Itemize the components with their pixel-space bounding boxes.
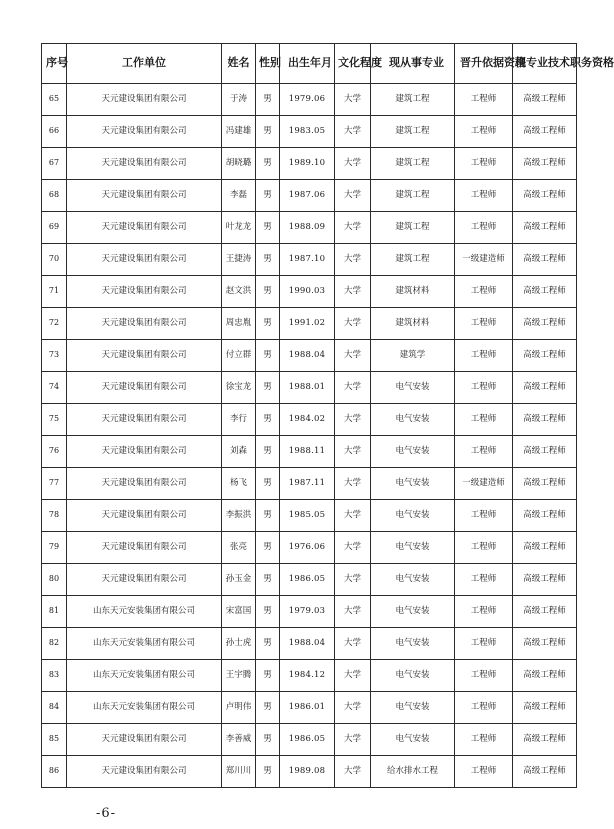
cell-qualification: 高级工程师 bbox=[513, 660, 577, 692]
cell-person-name: 杨飞 bbox=[222, 468, 256, 500]
cell-education: 大学 bbox=[335, 756, 371, 788]
table-row bbox=[42, 212, 577, 244]
cell-education: 大学 bbox=[335, 436, 371, 468]
cell-qualification: 高级工程师 bbox=[513, 244, 577, 276]
cell-person-name: 郑川川 bbox=[222, 756, 256, 788]
cell-education: 大学 bbox=[335, 212, 371, 244]
cell-major: 建筑工程 bbox=[371, 116, 455, 148]
cell-person-name: 李振洪 bbox=[222, 500, 256, 532]
cell-person-name: 王宇腾 bbox=[222, 660, 256, 692]
cell-gender: 男 bbox=[256, 500, 280, 532]
cell-education: 大学 bbox=[335, 596, 371, 628]
cell-person-name: 李善威 bbox=[222, 724, 256, 756]
cell-qualification: 高级工程师 bbox=[513, 340, 577, 372]
cell-promotion-basis: 工程师 bbox=[455, 500, 513, 532]
header-major: 现从事专业 bbox=[371, 44, 455, 84]
cell-person-name: 李磊 bbox=[222, 180, 256, 212]
cell-serial-number: 73 bbox=[42, 340, 67, 372]
table-row bbox=[42, 340, 577, 372]
header-name: 姓名 bbox=[222, 44, 256, 84]
cell-promotion-basis: 工程师 bbox=[455, 212, 513, 244]
cell-serial-number: 77 bbox=[42, 468, 67, 500]
cell-work-unit: 天元建设集团有限公司 bbox=[67, 84, 222, 116]
cell-education: 大学 bbox=[335, 500, 371, 532]
cell-qualification: 高级工程师 bbox=[513, 84, 577, 116]
cell-promotion-basis: 工程师 bbox=[455, 372, 513, 404]
cell-qualification: 高级工程师 bbox=[513, 116, 577, 148]
cell-work-unit: 山东天元安装集团有限公司 bbox=[67, 628, 222, 660]
cell-work-unit: 天元建设集团有限公司 bbox=[67, 308, 222, 340]
cell-promotion-basis: 工程师 bbox=[455, 564, 513, 596]
cell-education: 大学 bbox=[335, 340, 371, 372]
cell-gender: 男 bbox=[256, 84, 280, 116]
cell-gender: 男 bbox=[256, 276, 280, 308]
cell-person-name: 徐宝龙 bbox=[222, 372, 256, 404]
cell-work-unit: 天元建设集团有限公司 bbox=[67, 436, 222, 468]
cell-major: 建筑工程 bbox=[371, 84, 455, 116]
cell-promotion-basis: 工程师 bbox=[455, 628, 513, 660]
cell-serial-number: 80 bbox=[42, 564, 67, 596]
cell-promotion-basis: 工程师 bbox=[455, 596, 513, 628]
cell-major: 建筑材料 bbox=[371, 276, 455, 308]
cell-person-name: 冯建雄 bbox=[222, 116, 256, 148]
cell-gender: 男 bbox=[256, 660, 280, 692]
cell-serial-number: 84 bbox=[42, 692, 67, 724]
cell-qualification: 高级工程师 bbox=[513, 692, 577, 724]
table-row bbox=[42, 692, 577, 724]
cell-gender: 男 bbox=[256, 468, 280, 500]
cell-serial-number: 70 bbox=[42, 244, 67, 276]
table-row bbox=[42, 756, 577, 788]
cell-promotion-basis: 工程师 bbox=[455, 724, 513, 756]
cell-major: 电气安装 bbox=[371, 692, 455, 724]
cell-promotion-basis: 工程师 bbox=[455, 532, 513, 564]
cell-promotion-basis: 一级建造师 bbox=[455, 468, 513, 500]
cell-major: 建筑材料 bbox=[371, 308, 455, 340]
cell-promotion-basis: 工程师 bbox=[455, 116, 513, 148]
table-row bbox=[42, 148, 577, 180]
cell-person-name: 孙玉金 bbox=[222, 564, 256, 596]
cell-gender: 男 bbox=[256, 116, 280, 148]
header-qual: 现专业技术职务资格 bbox=[513, 44, 577, 84]
cell-major: 给水排水工程 bbox=[371, 756, 455, 788]
cell-birth-date: 1983.05 bbox=[280, 116, 335, 148]
cell-person-name: 张亮 bbox=[222, 532, 256, 564]
cell-serial-number: 86 bbox=[42, 756, 67, 788]
cell-work-unit: 天元建设集团有限公司 bbox=[67, 468, 222, 500]
cell-qualification: 高级工程师 bbox=[513, 148, 577, 180]
table-row bbox=[42, 372, 577, 404]
cell-major: 电气安装 bbox=[371, 660, 455, 692]
cell-major: 电气安装 bbox=[371, 404, 455, 436]
cell-promotion-basis: 工程师 bbox=[455, 308, 513, 340]
cell-birth-date: 1989.08 bbox=[280, 756, 335, 788]
table-row bbox=[42, 244, 577, 276]
cell-gender: 男 bbox=[256, 404, 280, 436]
cell-work-unit: 山东天元安装集团有限公司 bbox=[67, 692, 222, 724]
cell-person-name: 宋富国 bbox=[222, 596, 256, 628]
cell-birth-date: 1986.05 bbox=[280, 564, 335, 596]
cell-qualification: 高级工程师 bbox=[513, 404, 577, 436]
cell-serial-number: 82 bbox=[42, 628, 67, 660]
cell-birth-date: 1990.03 bbox=[280, 276, 335, 308]
cell-gender: 男 bbox=[256, 340, 280, 372]
cell-education: 大学 bbox=[335, 468, 371, 500]
cell-gender: 男 bbox=[256, 532, 280, 564]
cell-qualification: 高级工程师 bbox=[513, 372, 577, 404]
cell-work-unit: 山东天元安装集团有限公司 bbox=[67, 660, 222, 692]
cell-promotion-basis: 工程师 bbox=[455, 692, 513, 724]
cell-work-unit: 天元建设集团有限公司 bbox=[67, 532, 222, 564]
cell-qualification: 高级工程师 bbox=[513, 724, 577, 756]
table-row bbox=[42, 436, 577, 468]
cell-serial-number: 71 bbox=[42, 276, 67, 308]
cell-person-name: 王捷涛 bbox=[222, 244, 256, 276]
cell-qualification: 高级工程师 bbox=[513, 756, 577, 788]
cell-promotion-basis: 工程师 bbox=[455, 180, 513, 212]
table-row bbox=[42, 500, 577, 532]
cell-person-name: 胡晓璐 bbox=[222, 148, 256, 180]
header-gender: 性别 bbox=[256, 44, 280, 84]
cell-promotion-basis: 工程师 bbox=[455, 756, 513, 788]
table-row bbox=[42, 596, 577, 628]
cell-gender: 男 bbox=[256, 244, 280, 276]
table-header-row bbox=[42, 44, 577, 84]
cell-major: 电气安装 bbox=[371, 468, 455, 500]
cell-gender: 男 bbox=[256, 564, 280, 596]
cell-education: 大学 bbox=[335, 660, 371, 692]
cell-work-unit: 天元建设集团有限公司 bbox=[67, 276, 222, 308]
cell-promotion-basis: 工程师 bbox=[455, 148, 513, 180]
cell-work-unit: 天元建设集团有限公司 bbox=[67, 724, 222, 756]
cell-serial-number: 66 bbox=[42, 116, 67, 148]
cell-serial-number: 79 bbox=[42, 532, 67, 564]
cell-gender: 男 bbox=[256, 724, 280, 756]
table-body bbox=[42, 84, 577, 788]
cell-work-unit: 天元建设集团有限公司 bbox=[67, 180, 222, 212]
cell-education: 大学 bbox=[335, 180, 371, 212]
table-row bbox=[42, 724, 577, 756]
cell-gender: 男 bbox=[256, 372, 280, 404]
cell-serial-number: 68 bbox=[42, 180, 67, 212]
cell-birth-date: 1979.06 bbox=[280, 84, 335, 116]
cell-qualification: 高级工程师 bbox=[513, 180, 577, 212]
cell-work-unit: 天元建设集团有限公司 bbox=[67, 244, 222, 276]
cell-qualification: 高级工程师 bbox=[513, 308, 577, 340]
cell-gender: 男 bbox=[256, 692, 280, 724]
cell-gender: 男 bbox=[256, 308, 280, 340]
cell-qualification: 高级工程师 bbox=[513, 500, 577, 532]
cell-work-unit: 天元建设集团有限公司 bbox=[67, 212, 222, 244]
cell-birth-date: 1988.04 bbox=[280, 340, 335, 372]
cell-education: 大学 bbox=[335, 116, 371, 148]
cell-serial-number: 85 bbox=[42, 724, 67, 756]
header-edu: 文化程度 bbox=[335, 44, 371, 84]
cell-person-name: 于涛 bbox=[222, 84, 256, 116]
cell-education: 大学 bbox=[335, 404, 371, 436]
cell-qualification: 高级工程师 bbox=[513, 212, 577, 244]
cell-work-unit: 天元建设集团有限公司 bbox=[67, 756, 222, 788]
cell-serial-number: 83 bbox=[42, 660, 67, 692]
cell-major: 电气安装 bbox=[371, 532, 455, 564]
cell-person-name: 孙士虎 bbox=[222, 628, 256, 660]
cell-birth-date: 1989.10 bbox=[280, 148, 335, 180]
cell-major: 建筑工程 bbox=[371, 212, 455, 244]
cell-gender: 男 bbox=[256, 436, 280, 468]
cell-gender: 男 bbox=[256, 180, 280, 212]
cell-major: 电气安装 bbox=[371, 724, 455, 756]
page-number: -6- bbox=[96, 806, 117, 821]
cell-birth-date: 1984.12 bbox=[280, 660, 335, 692]
cell-work-unit: 天元建设集团有限公司 bbox=[67, 372, 222, 404]
cell-major: 电气安装 bbox=[371, 564, 455, 596]
cell-promotion-basis: 工程师 bbox=[455, 404, 513, 436]
cell-serial-number: 74 bbox=[42, 372, 67, 404]
cell-gender: 男 bbox=[256, 212, 280, 244]
cell-qualification: 高级工程师 bbox=[513, 436, 577, 468]
cell-birth-date: 1991.02 bbox=[280, 308, 335, 340]
cell-promotion-basis: 工程师 bbox=[455, 84, 513, 116]
cell-education: 大学 bbox=[335, 724, 371, 756]
cell-serial-number: 67 bbox=[42, 148, 67, 180]
cell-person-name: 赵文洪 bbox=[222, 276, 256, 308]
cell-work-unit: 天元建设集团有限公司 bbox=[67, 340, 222, 372]
cell-education: 大学 bbox=[335, 564, 371, 596]
cell-major: 电气安装 bbox=[371, 628, 455, 660]
cell-qualification: 高级工程师 bbox=[513, 564, 577, 596]
cell-major: 建筑学 bbox=[371, 340, 455, 372]
cell-birth-date: 1976.06 bbox=[280, 532, 335, 564]
cell-qualification: 高级工程师 bbox=[513, 628, 577, 660]
cell-qualification: 高级工程师 bbox=[513, 532, 577, 564]
cell-serial-number: 75 bbox=[42, 404, 67, 436]
cell-work-unit: 天元建设集团有限公司 bbox=[67, 148, 222, 180]
personnel-table bbox=[41, 43, 614, 788]
header-basis: 晋升依据资格 bbox=[455, 44, 513, 84]
cell-person-name: 叶龙龙 bbox=[222, 212, 256, 244]
cell-work-unit: 山东天元安装集团有限公司 bbox=[67, 596, 222, 628]
cell-person-name: 李行 bbox=[222, 404, 256, 436]
cell-birth-date: 1988.01 bbox=[280, 372, 335, 404]
cell-gender: 男 bbox=[256, 596, 280, 628]
cell-gender: 男 bbox=[256, 628, 280, 660]
cell-qualification: 高级工程师 bbox=[513, 468, 577, 500]
cell-promotion-basis: 一级建造师 bbox=[455, 244, 513, 276]
cell-birth-date: 1987.11 bbox=[280, 468, 335, 500]
cell-serial-number: 78 bbox=[42, 500, 67, 532]
cell-promotion-basis: 工程师 bbox=[455, 276, 513, 308]
cell-major: 电气安装 bbox=[371, 436, 455, 468]
cell-promotion-basis: 工程师 bbox=[455, 436, 513, 468]
cell-birth-date: 1987.10 bbox=[280, 244, 335, 276]
cell-education: 大学 bbox=[335, 244, 371, 276]
table-row bbox=[42, 180, 577, 212]
cell-qualification: 高级工程师 bbox=[513, 596, 577, 628]
cell-work-unit: 天元建设集团有限公司 bbox=[67, 500, 222, 532]
cell-birth-date: 1985.05 bbox=[280, 500, 335, 532]
table-row bbox=[42, 116, 577, 148]
cell-education: 大学 bbox=[335, 84, 371, 116]
table-row bbox=[42, 564, 577, 596]
cell-qualification: 高级工程师 bbox=[513, 276, 577, 308]
header-no: 序号 bbox=[42, 44, 67, 84]
table-row bbox=[42, 276, 577, 308]
cell-work-unit: 天元建设集团有限公司 bbox=[67, 116, 222, 148]
cell-birth-date: 1986.01 bbox=[280, 692, 335, 724]
cell-work-unit: 天元建设集团有限公司 bbox=[67, 564, 222, 596]
cell-person-name: 卢明伟 bbox=[222, 692, 256, 724]
cell-work-unit: 天元建设集团有限公司 bbox=[67, 404, 222, 436]
cell-serial-number: 76 bbox=[42, 436, 67, 468]
cell-serial-number: 65 bbox=[42, 84, 67, 116]
cell-birth-date: 1987.06 bbox=[280, 180, 335, 212]
cell-birth-date: 1979.03 bbox=[280, 596, 335, 628]
cell-promotion-basis: 工程师 bbox=[455, 660, 513, 692]
cell-major: 建筑工程 bbox=[371, 148, 455, 180]
cell-gender: 男 bbox=[256, 148, 280, 180]
cell-education: 大学 bbox=[335, 692, 371, 724]
cell-serial-number: 69 bbox=[42, 212, 67, 244]
cell-promotion-basis: 工程师 bbox=[455, 340, 513, 372]
cell-gender: 男 bbox=[256, 756, 280, 788]
cell-education: 大学 bbox=[335, 628, 371, 660]
cell-major: 电气安装 bbox=[371, 372, 455, 404]
cell-serial-number: 81 bbox=[42, 596, 67, 628]
table-row bbox=[42, 468, 577, 500]
cell-education: 大学 bbox=[335, 308, 371, 340]
cell-birth-date: 1988.04 bbox=[280, 628, 335, 660]
table-row bbox=[42, 308, 577, 340]
cell-major: 建筑工程 bbox=[371, 180, 455, 212]
cell-major: 电气安装 bbox=[371, 500, 455, 532]
cell-birth-date: 1988.09 bbox=[280, 212, 335, 244]
table-row bbox=[42, 404, 577, 436]
cell-person-name: 周忠胤 bbox=[222, 308, 256, 340]
table-row bbox=[42, 628, 577, 660]
cell-education: 大学 bbox=[335, 276, 371, 308]
cell-birth-date: 1988.11 bbox=[280, 436, 335, 468]
cell-major: 建筑工程 bbox=[371, 244, 455, 276]
header-unit: 工作单位 bbox=[67, 44, 222, 84]
cell-birth-date: 1984.02 bbox=[280, 404, 335, 436]
table-row bbox=[42, 660, 577, 692]
cell-major: 电气安装 bbox=[371, 596, 455, 628]
table-row bbox=[42, 84, 577, 116]
cell-education: 大学 bbox=[335, 148, 371, 180]
cell-education: 大学 bbox=[335, 532, 371, 564]
cell-birth-date: 1986.05 bbox=[280, 724, 335, 756]
cell-serial-number: 72 bbox=[42, 308, 67, 340]
cell-person-name: 刘森 bbox=[222, 436, 256, 468]
table-row bbox=[42, 532, 577, 564]
cell-person-name: 付立群 bbox=[222, 340, 256, 372]
header-birth: 出生年月 bbox=[280, 44, 335, 84]
cell-education: 大学 bbox=[335, 372, 371, 404]
